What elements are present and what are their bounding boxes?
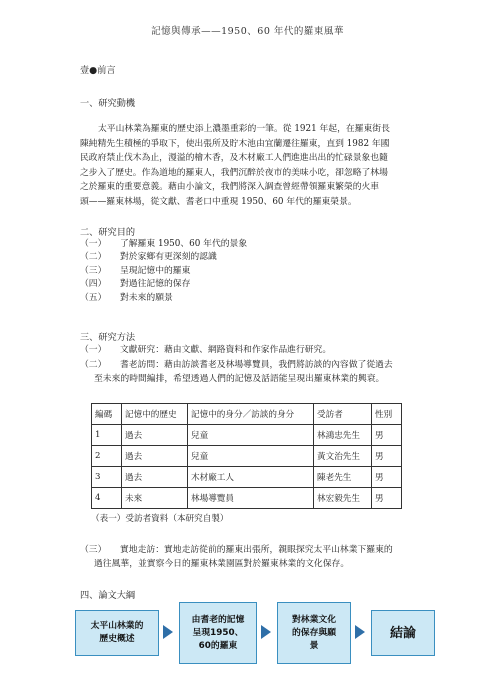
table-header-cell: 記憶中的身分／訪談的身分 (188, 404, 314, 425)
table-cell: 林場導覽員 (188, 488, 314, 509)
section-method-heading: 三、研究方法 (80, 332, 136, 343)
table-cell: 過去 (122, 446, 188, 467)
paragraph-line: 頭——羅東林場，從文獻、耆老口中重現 1950、60 年代的羅東榮景。 (80, 196, 357, 207)
section-purpose-heading: 二、研究目的 (80, 227, 136, 238)
table-cell: 木材廠工人 (188, 467, 314, 488)
table-header-cell: 受訪者 (314, 404, 372, 425)
table-cell: 3 (92, 467, 122, 488)
table-cell: 兒童 (188, 425, 314, 446)
table-header-cell: 記憶中的歷史 (122, 404, 188, 425)
table-cell: 陳老先生 (314, 467, 372, 488)
table-row (92, 488, 402, 509)
list-item: （五） 對未來的願景 (80, 292, 173, 303)
table-cell: 男 (372, 425, 402, 446)
paragraph-line: 之步入了歷史。作為道地的羅東人，我們沉醉於夜市的美味小吃，卻忽略了林場 (80, 167, 388, 178)
section-outline-heading: 四、論文大綱 (80, 590, 136, 601)
list-item: （一） 了解羅東 1950、60 年代的景象 (80, 239, 248, 249)
table-cell: 男 (372, 467, 402, 488)
method-item: （三） 實地走訪：實地走訪從前的羅東出張所，親眼探究太平山林業下羅東的 過往風華，並實察今日的羅東林業園區對於羅東林業的文化保存。 (80, 545, 393, 569)
method-item: （二） 耆老訪問：藉由訪談耆老及林場導覽員，我們將訪談的內容做了從過去 至未來的時間編排，希望透過人們的記憶及話語能呈現出羅東林業的興衰。 (80, 360, 393, 384)
table-cell: 兒童 (188, 446, 314, 467)
list-item: （三） 呈現記憶中的羅東 (80, 265, 191, 276)
table-cell: 林宏毅先生 (314, 488, 372, 509)
purpose-list (80, 238, 410, 305)
table-header-row (92, 404, 402, 425)
outline-flowchart (75, 602, 435, 662)
flow-step-preservation: 對林業文化 的保存與願 景 (277, 602, 351, 664)
list-item: （二） 對於家鄉有更深刻的認識 (80, 252, 217, 263)
flow-step-conclusion: 結論 (371, 610, 435, 656)
section-preface-heading: 壹●前言 (80, 65, 116, 76)
table-caption: （表一）受訪者資料（本研究自製） (91, 514, 229, 524)
flow-step-memories: 由耆老的記憶 呈現1950、 60的羅東 (179, 602, 257, 664)
table-cell: 過去 (122, 467, 188, 488)
running-header: 記憶與傳承——1950、60 年代的羅東風華 (151, 26, 344, 37)
table-cell: 男 (372, 488, 402, 509)
method-item: （一） 文獻研究：藉由文獻、網路資料和作家作品進行研究。 (80, 345, 332, 355)
section-motivation-heading: 一、研究動機 (80, 98, 136, 109)
paragraph-line: 之於羅東的重要意義。藉由小論文，我們將深入調查曾經帶領羅東繁榮的火車 (80, 182, 380, 193)
flow-step-history: 太平山林業的 歷史概述 (75, 610, 159, 656)
interviewee-table (91, 403, 402, 509)
table-cell: 黃文治先生 (314, 446, 372, 467)
flow-arrow-icon (163, 625, 173, 639)
flow-arrow-icon (261, 625, 271, 639)
table-row (92, 467, 402, 488)
table-header-cell: 編碼 (92, 404, 122, 425)
table-row (92, 425, 402, 446)
paragraph-line: 陳純精先生積極的爭取下，使出張所及貯木池由宜蘭遷往羅東，直到 1982 年國 (80, 138, 390, 149)
table-cell: 林鴻忠先生 (314, 425, 372, 446)
paragraph-line: 民政府禁止伐木為止，漫溢的檜木香，及木材廠工人們進進出出的忙碌景象也隨 (80, 153, 388, 164)
table-cell: 過去 (122, 425, 188, 446)
table-cell: 男 (372, 446, 402, 467)
table-cell: 2 (92, 446, 122, 467)
flow-arrow-icon (355, 625, 365, 639)
list-item: （四） 對過往記憶的保存 (80, 279, 191, 290)
table-cell: 1 (92, 425, 122, 446)
paragraph-line: 太平山林業為羅東的歷史添上濃墨重彩的一筆。從 1921 年起，在羅東街長 (98, 124, 390, 134)
table-row (92, 446, 402, 467)
table-header-cell: 性別 (372, 404, 402, 425)
table-cell: 未來 (122, 488, 188, 509)
motivation-paragraph (80, 122, 420, 210)
table-cell: 4 (92, 488, 122, 509)
